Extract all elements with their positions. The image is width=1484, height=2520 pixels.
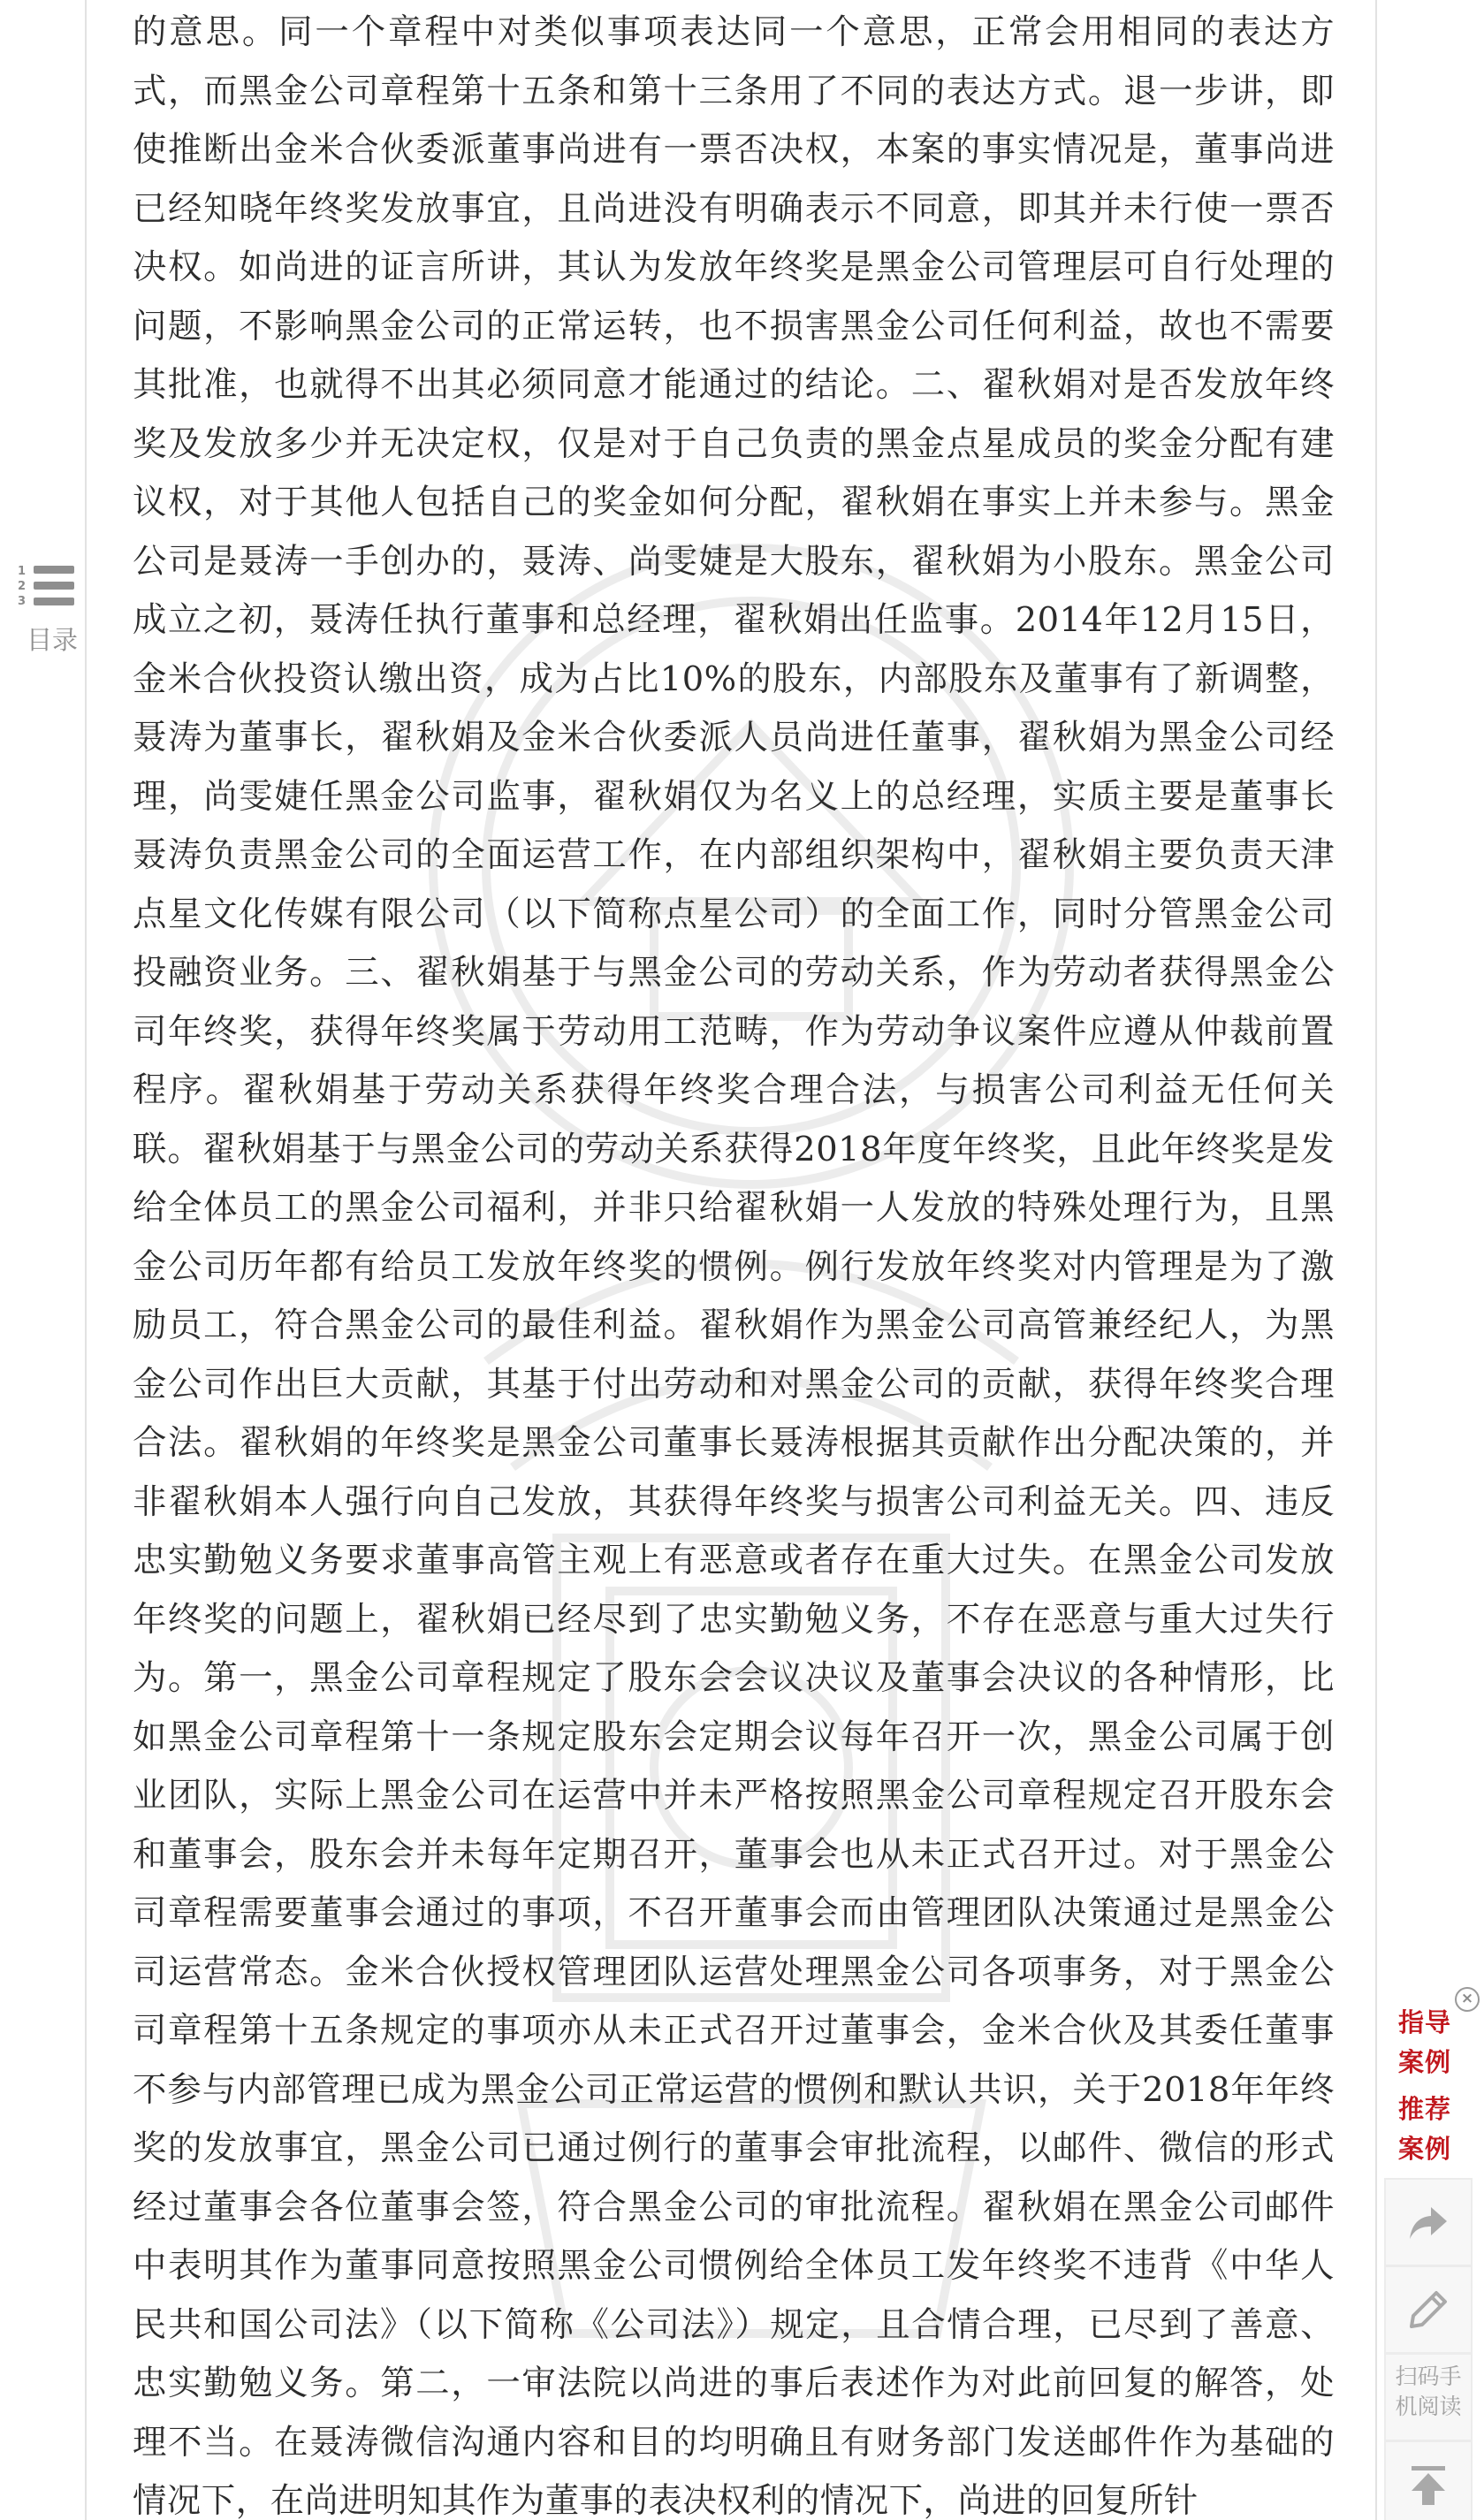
close-panel-icon[interactable]: × bbox=[1455, 1987, 1480, 2012]
judgment-text bbox=[133, 4, 1335, 2520]
toc-toggle-button[interactable] bbox=[16, 562, 79, 655]
list-icon-bar bbox=[34, 598, 74, 605]
list-icon-bar bbox=[34, 566, 74, 574]
guide-cases-link[interactable]: 指导案例 bbox=[1397, 2007, 1451, 2077]
list-icon-bar bbox=[34, 582, 74, 590]
share-button[interactable] bbox=[1384, 2178, 1473, 2266]
share-icon bbox=[1406, 2200, 1450, 2244]
scan-read-label: 扫码手机阅读 bbox=[1395, 2364, 1462, 2419]
left-border-line bbox=[85, 0, 87, 2520]
judgment-paragraph: 的意思。同一个章程中对类似事项表达同一个意思，正常会用相同的表达方式，而黑金公司章程第十五条和第十三条用了不同的表达方式。退一步讲，即使推断出金米合伙委派董事尚进有一票否决权，本案的事实情况是，董事尚进已经知晓年终奖发放事宜，且尚进没有明确表示不同意，即其并未行使一票否决权。如尚进的证言所讲，其认为发放年终奖是黑金公司管理层可自行处理的问题，不影响黑金公司的正常运转，也不损害黑金公司任何利益，故也不需要其批准，也就得不出其必须同意才能通过的结论。二、翟秋娟对是否发放年终奖及发放多少并无决定权，仅是对于自己负责的黑金点星成员的奖金分配有建议权，对于其他人包括自己的奖金如何分配，翟秋娟在事实上并未参与。黑金公司是聂涛一手创办的，聂涛、尚雯婕是大股东，翟秋娟为小股东。黑金公司成立之初，聂涛任执行董事和总经理，翟秋娟出任监事。2014年12月15日，金米合伙投资认缴出资，成为占比10%的股东，内部股东及董事有了新调整，聂涛为董事长，翟秋娟及金米合伙委派人员尚进任董事，翟秋娟为黑金公司经理，尚雯婕任黑金公司监事，翟秋娟仅为名义上的总经理，实质主要是董事长聂涛负责黑金公司的全面运营工作，在内部组织架构中，翟秋娟主要负责天津点星文化传媒有限公司（以下简称点星公司）的全面工作，同时分管黑金公司投融资业务。三、翟秋娟基于与黑金公司的劳动关系，作为劳动者获得黑金公司年终奖，获得年终奖属于劳动用工范畴，作为劳动争议案件应遵从仲裁前置程序。翟秋娟基于劳动关系获得年终奖合理合法，与损害公司利益无任何关联。翟秋娟基于与黑金公司的劳动关系获得2018年度年终奖，且此年终奖是发给全体员工的黑金公司福利，并非只给翟秋娟一人发放的特殊处理行为，且黑金公司历年都有给员工发放年终奖的惯例。例行发放年终奖对内管理是为了激励员工，符合黑金公司的最佳利益。翟秋娟作为黑金公司高管兼经纪人，为黑金公司作出巨大贡献，其基于付出劳动和对黑金公司的贡献，获得年终奖合理合法。翟秋娟的年终奖是黑金公司董事长聂涛根据其贡献作出分配决策的，并非翟秋娟本人强行向自己发放，其获得年终奖与损害公司利益无关。四、违反忠实勤勉义务要求董事高管主观上有恶意或者存在重大过失。在黑金公司发放年终奖的问题上，翟秋娟已经尽到了忠实勤勉义务，不存在恶意与重大过失行为。第一，黑金公司章程规定了股东会会议决议及董事会决议的各种情形，比如黑金公司章程第十一条规定股东会定期会议每年召开一次，黑金公司属于创业团队，实际上黑金公司在运营中并未严格按照黑金公司章程规定召开股东会和董事会，股东会并未每年定期召开，董事会也从未正式召开过。对于黑金公司章程需要董事会通过的事项，不召开董事会而由管理团队决策通过是黑金公司运营常态。金米合伙授权管理团队运营处理黑金公司各项事务，对于黑金公司章程第十五条规定的事项亦从未正式召开过董事会，金米合伙及其委任董事不参与内部管理已成为黑金公司正常运营的惯例和默认共识，关于2018年年终奖的发放事宜，黑金公司已通过例行的董事会审批流程，以邮件、微信的形式经过董事会各位董事会签，符合黑金公司的审批流程。翟秋娟在黑金公司邮件中表明其作为董事同意按照黑金公司惯例给全体员工发年终奖不违背《中华人民共和国公司法》（以下简称《公司法》）规定，且合情合理，已尽到了善意、忠实勤勉义务。第二，一审法院以尚进的事后表述作为对此前回复的解答，处理不当。在聂涛微信沟通内容和目的均明确且有财务部门发送邮件作为基础的情况下，在尚进明知其作为董事的表决权利的情况下，尚进的回复所针 bbox=[133, 12, 1335, 2520]
back-to-top-button[interactable] bbox=[1384, 2440, 1473, 2520]
edit-note-button[interactable] bbox=[1384, 2265, 1473, 2354]
toc-label: 目录 bbox=[27, 625, 79, 655]
back-to-top-icon bbox=[1406, 2463, 1450, 2507]
recommended-cases-link[interactable]: 推荐案例 bbox=[1397, 2094, 1451, 2164]
pencil-icon bbox=[1406, 2288, 1450, 2332]
scan-qr-read-button[interactable] bbox=[1384, 2353, 1473, 2441]
list-numbers-icon: 1 2 3 bbox=[18, 565, 27, 608]
right-border-line bbox=[1375, 0, 1377, 2520]
